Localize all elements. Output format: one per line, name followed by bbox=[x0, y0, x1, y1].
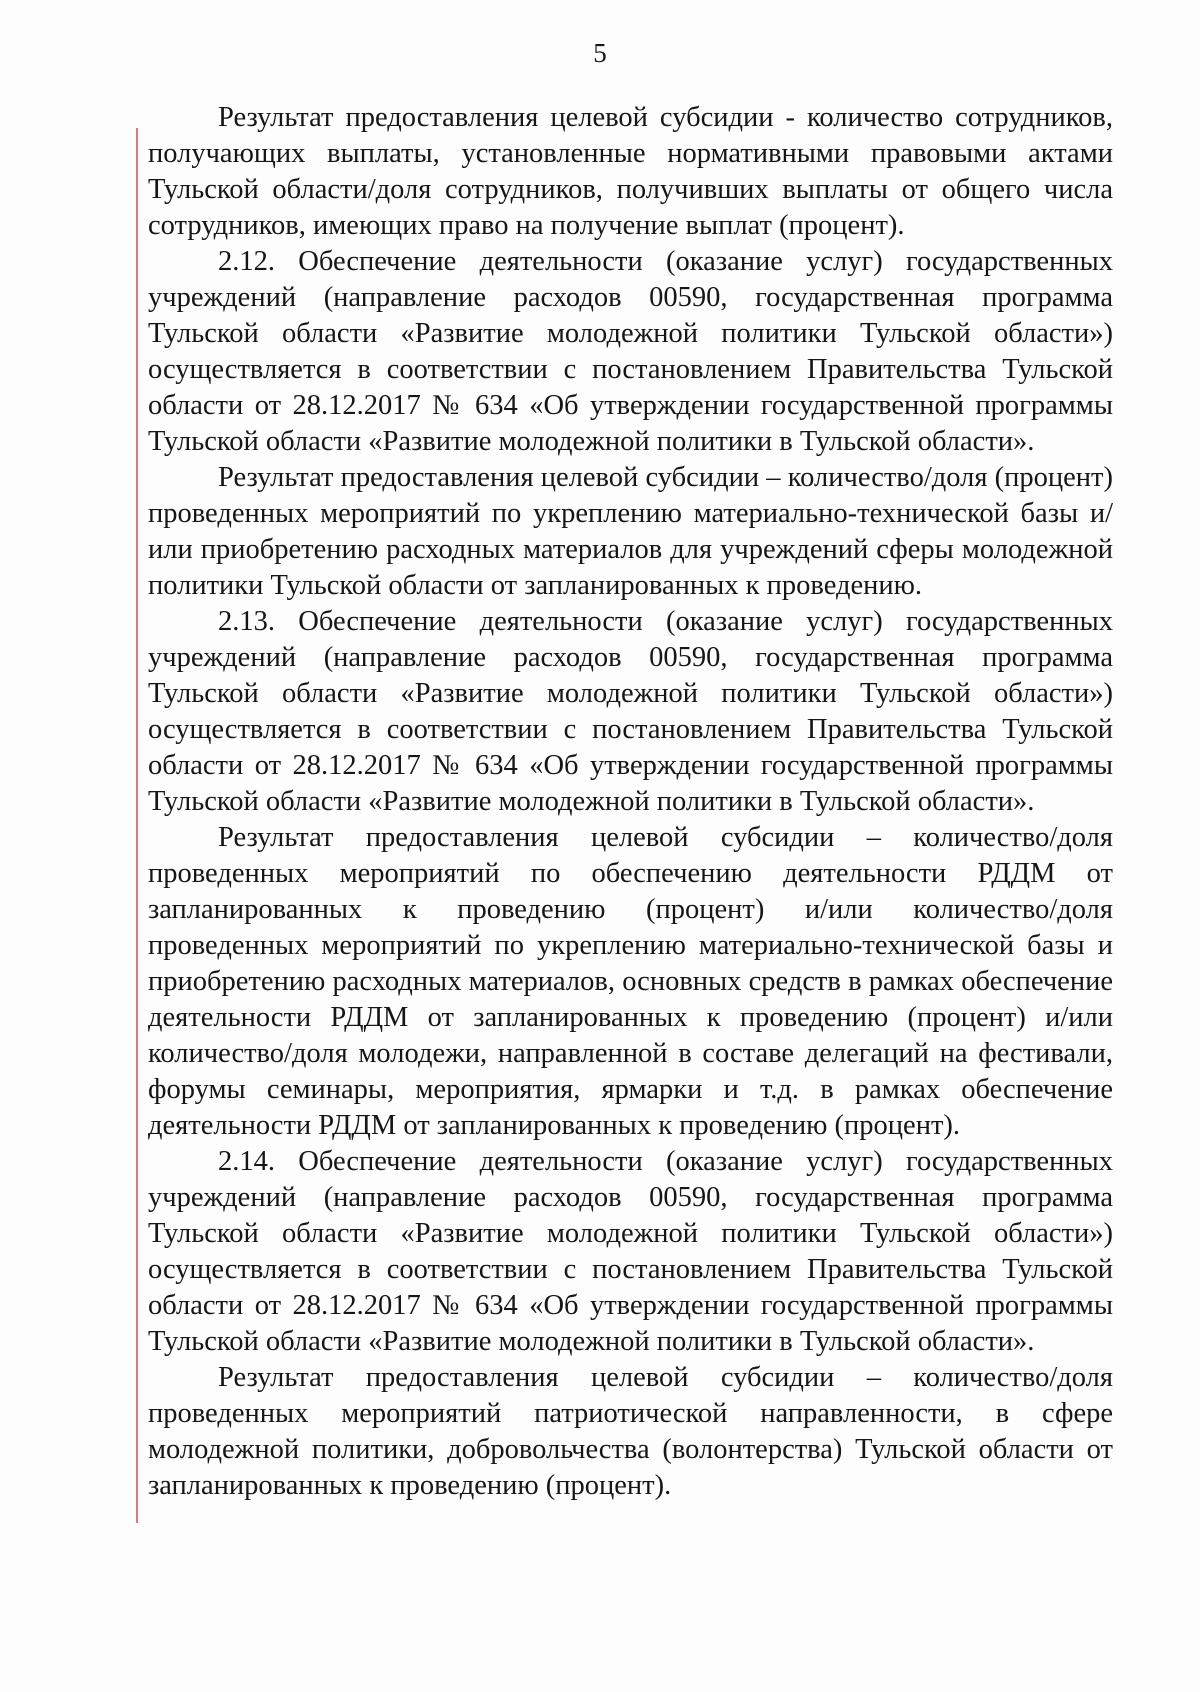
paragraph-result-rddm: Результат предоставления целевой субсидии – количество/доля проведенных мероприятий по обеспечению деятельности РДДМ от запланированных к проведению (процент) и/или количество/доля проведенных мероприятий по укреплению материально-технической базы и приобретению расходных материалов, основных средств в рамках обеспечение деятельности РДДМ от запланированных к проведению (процент) и/или количество/доля молодежи, направленной в составе делегаций на фестивали, форумы семинары, мероприятия, ярмарки и т.д. в рамках обеспечение деятельности РДДМ от запланированных к проведению (процент). bbox=[148, 822, 1113, 1141]
margin-line bbox=[136, 128, 138, 1523]
paragraph-result-material-base: Результат предоставления целевой субсидии – количество/доля (процент) проведенных мероприятий по укреплению материально-технической базы и/или приобретению расходных материалов для учреждений сферы молодежной политики Тульской области от запланированных к проведению. bbox=[148, 462, 1113, 601]
paragraph-result-employees: Результат предоставления целевой субсидии - количество сотрудников, получающих выплаты, установленные нормативными правовыми актами Тульской области/доля сотрудников, получивших выплаты от общего числа сотрудников, имеющих право на получение выплат (процент). bbox=[148, 102, 1113, 241]
paragraph-2-14: 2.14. Обеспечение деятельности (оказание услуг) государственных учреждений (направление расходов 00590, государственная программа Тульской области «Развитие молодежной политики Тульской области») осуществляется в соответствии с постановлением Правительства Тульской области от 28.12.2017 № 634 «Об утверждении государственной программы Тульской области «Развитие молодежной политики в Тульской области». bbox=[148, 1146, 1113, 1357]
page-number: 5 bbox=[593, 38, 607, 68]
paragraph-result-patriotic: Результат предоставления целевой субсидии – количество/доля проведенных мероприятий патриотической направленности, в сфере молодежной политики, добровольчества (волонтерства) Тульской области от запланированных к проведению (процент). bbox=[148, 1362, 1113, 1501]
paragraph-2-13: 2.13. Обеспечение деятельности (оказание услуг) государственных учреждений (направление расходов 00590, государственная программа Тульской области «Развитие молодежной политики Тульской области») осуществляется в соответствии с постановлением Правительства Тульской области от 28.12.2017 № 634 «Об утверждении государственной программы Тульской области «Развитие молодежной политики в Тульской области». bbox=[148, 606, 1113, 817]
document-body bbox=[148, 100, 1113, 1504]
paragraph-2-12: 2.12. Обеспечение деятельности (оказание услуг) государственных учреждений (направление расходов 00590, государственная программа Тульской области «Развитие молодежной политики Тульской области») осуществляется в соответствии с постановлением Правительства Тульской области от 28.12.2017 № 634 «Об утверждении государственной программы Тульской области «Развитие молодежной политики в Тульской области». bbox=[148, 246, 1113, 457]
